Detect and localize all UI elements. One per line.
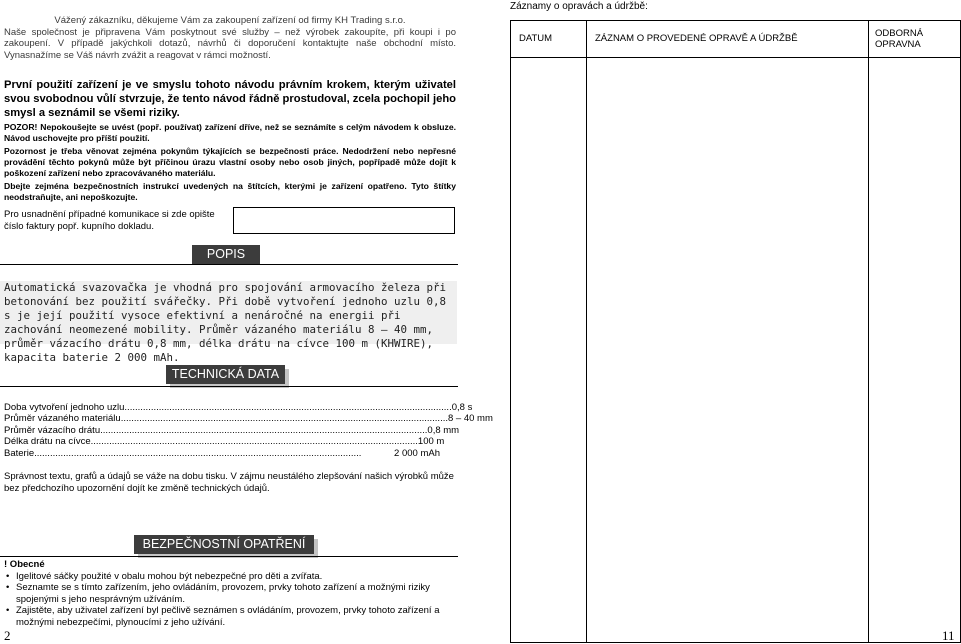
safety-section (4, 559, 456, 629)
spec-value: 0,8 mm (427, 424, 460, 436)
spec-label: Baterie (4, 447, 35, 459)
page-number-left: 2 (4, 628, 11, 643)
service-header-line1: ODBORNÁ (875, 27, 924, 39)
spec-value: 100 m (417, 436, 445, 448)
spec-row: Doba vytvoření jednoho uzlu ............................................................................................................................ 0,8 s (4, 402, 473, 413)
section-heading-bezpecnostni-opatreni: BEZPEČNOSTNÍ OPATŘENÍ (134, 535, 314, 554)
column-header-service (869, 21, 961, 58)
safety-item: • Zajistěte, aby uživatel zařízení byl pečlivě seznámen s ovládáním, provozem, prvky tohoto zařízení a možnými nebezpečími, plynoucími z jeho užívání. (4, 605, 456, 628)
technical-specs (4, 402, 493, 459)
record-cell (587, 58, 869, 643)
divider (0, 264, 458, 265)
spec-value: 2 000 mAh (394, 447, 440, 459)
page-number-right: 11 (942, 628, 955, 643)
service-cell (869, 58, 961, 643)
spec-value: 8 – 40 mm (448, 413, 493, 425)
warning-line: POZOR! Nepokoušejte se uvést (popř. používat) zařízení dříve, než se seznámíte s celým návodem k obsluze. Návod uschovejte pro příští použití. (4, 122, 456, 143)
spec-label: Délka drátu na cívce (4, 436, 91, 448)
intro-body: Naše společnost je připravena Vám poskytnout své služby – než výrobek zakoupíte, při koupi i po zakoupení. V případě jakýchkoli dotazů, návrhů či doporučení kontaktujte naše obchodní místo. Vynasnažíme se Váš návrh zvážit a reagovat v rámci možností. (4, 26, 456, 61)
disclaimer-text: Správnost textu, grafů a údajů se váže na dobu tisku. V zájmu neustálého zlepšování našich výrobků může bez předchozího upozornění dojít ke změně technických údajů. (4, 471, 454, 494)
date-cell (511, 58, 587, 643)
divider (0, 386, 458, 387)
column-header-record: ZÁZNAM O PROVEDENÉ OPRAVĚ A ÚDRŽBĚ (587, 21, 869, 58)
warning-line: Pozornost je třeba věnovat zejména pokynům týkajících se bezpečnosti práce. Nedodržení nebo nepřesné provádění těchto pokynů může být příčinou úrazu vlastní osoby nebo osob jiných, popřípadě může dojít k poškození zařízení nebo zpracovávaného materiálu. (4, 146, 456, 178)
maintenance-records-table (510, 20, 961, 643)
product-description: Automatická svazovačka je vhodná pro spojování armovacího železa při betonování bez použití svářečky. Při době vytvoření jednoho uzlu 0,8 s je její použití vysoce efektivní a nenáročné na energii při zachování neomezené mobility. Průměr vázaného materiálu 8 – 40 mm, průměr vázacího drátu 0,8 mm, délka drátu na cívce 100 m (KHWIRE), kapacita baterie 2 000 mAh. (4, 281, 447, 364)
table-header-row (511, 21, 961, 58)
warning-main: První použití zařízení je ve smyslu tohoto návodu právním krokem, kterým uživatel svou svobodnou vůlí stvrzuje, že tento návod řádně prostudoval, zcela pochopil jeho smysl a seznámil se všemi riziky. (4, 79, 456, 119)
spec-label: Průměr vázacího drátu (4, 424, 101, 436)
column-header-date: DATUM (511, 21, 587, 58)
spec-value: 0,8 s (451, 402, 473, 413)
table-row (511, 58, 961, 643)
safety-item: • Seznamte se s tímto zařízením, jeho ovládáním, provozem, prvky tohoto zařízení a možnými riziky spojenými s jeho nesprávným užíváním. (4, 582, 456, 605)
records-title: Záznamy o opravách a údržbě: (510, 1, 648, 12)
warning-line: Dbejte zejména bezpečnostních instrukcí uvedených na štítcích, kterými je zařízení opatřeno. Tyto štítky neodstraňujte, ani nepoškozujte. (4, 181, 456, 202)
safety-title: ! Obecné (4, 559, 45, 570)
spec-label: Průměr vázaného materiálu (4, 413, 121, 425)
section-heading-popis: POPIS (192, 245, 260, 264)
intro-text (4, 15, 456, 61)
spec-row: Průměr vázacího drátu ............................................................................................................................ 0,8 mm (4, 424, 460, 436)
spec-row: Průměr vázaného materiálu ............................................................................................................................ 8 – 40 mm (4, 413, 493, 425)
safety-item: • Igelitové sáčky použité v obalu mohou být nebezpečné pro děti a zvířata. (4, 571, 456, 583)
warning-block (4, 78, 456, 203)
invoice-note: Pro usnadnění případné komunikace si zde opište číslo faktury popř. kupního dokladu. (4, 209, 215, 232)
spec-row: Délka drátu na cívce ............................................................................................................................ 100 m (4, 436, 445, 448)
intro-greeting: Vážený zákazníku, děkujeme Vám za zakoupení zařízení od firmy KH Trading s.r.o. (54, 15, 406, 26)
invoice-number-box (233, 207, 455, 234)
service-header-line2: OPRAVNA (875, 39, 921, 50)
section-heading-technicka-data: TECHNICKÁ DATA (166, 365, 285, 384)
divider (0, 556, 458, 557)
spec-row: Baterie ............................................................................................................................ 2 000 mAh (4, 447, 440, 459)
spec-label: Doba vytvoření jednoho uzlu (4, 402, 125, 413)
